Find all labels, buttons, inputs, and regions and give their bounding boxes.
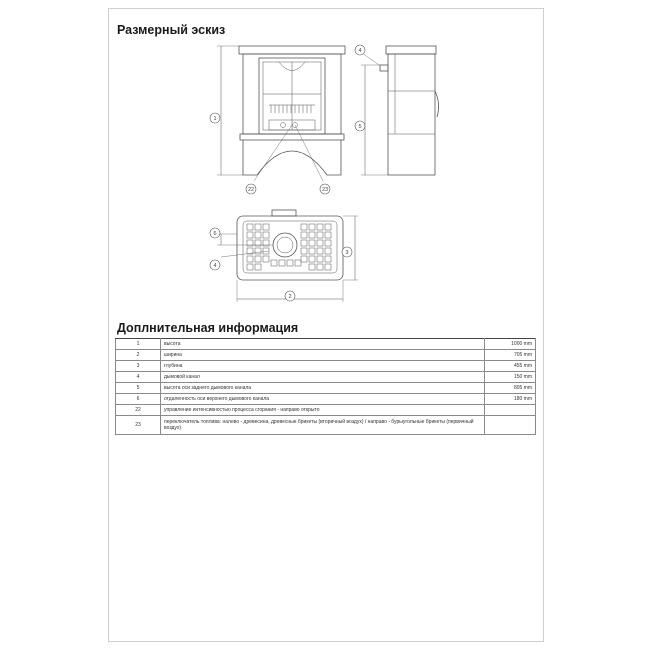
row-number: 3 [116, 361, 161, 372]
row-description: высота [161, 339, 485, 350]
row-number: 5 [116, 383, 161, 394]
row-description: высота оси заднего дымового канала [161, 383, 485, 394]
table-row [116, 372, 536, 383]
dimension-drawings [109, 9, 545, 309]
front-view [217, 46, 345, 181]
row-value: 455 mm [485, 361, 536, 372]
top-view [217, 210, 358, 302]
row-value: 705 mm [485, 350, 536, 361]
table-row [116, 339, 536, 350]
row-description: управление интенсивностью процесса сгорания - направо открыто [161, 405, 485, 416]
row-value [485, 405, 536, 416]
row-number: 1 [116, 339, 161, 350]
callout-2: 2 [288, 294, 292, 300]
table-row [116, 383, 536, 394]
row-number: 23 [116, 416, 161, 435]
row-description: ширина [161, 350, 485, 361]
row-value: 805 mm [485, 383, 536, 394]
table-row [116, 416, 536, 435]
row-number: 4 [116, 372, 161, 383]
row-description: глубина [161, 361, 485, 372]
spec-table [115, 338, 536, 435]
row-description: переключатель топлива: налево - древесина, древесные брикеты (вторичный воздух) / направо - бурыугольные брикеты (первичный воздух) [161, 416, 485, 435]
row-description: отдаленность оси верхнего дымового канала [161, 394, 485, 405]
table-row [116, 405, 536, 416]
callout-3: 3 [345, 250, 349, 256]
sketch-heading: Размерный эскиз [117, 23, 226, 37]
callout-23: 23 [321, 187, 329, 193]
table-row [116, 361, 536, 372]
callout-6: 6 [213, 231, 217, 237]
table-row [116, 394, 536, 405]
callout-5: 5 [358, 124, 362, 130]
info-heading: Доплнительная информация [117, 321, 299, 335]
callout-4-top: 4 [213, 263, 217, 269]
row-number: 22 [116, 405, 161, 416]
row-value: 180 mm [485, 394, 536, 405]
table-row [116, 350, 536, 361]
row-value: 1000 mm [485, 339, 536, 350]
side-view [361, 46, 439, 175]
row-description: дымовой канал [161, 372, 485, 383]
row-value [485, 416, 536, 435]
row-number: 2 [116, 350, 161, 361]
document-sheet [108, 8, 544, 642]
row-value: 150 mm [485, 372, 536, 383]
callout-4-side: 4 [358, 48, 362, 54]
row-number: 6 [116, 394, 161, 405]
callout-1: 1 [213, 116, 217, 122]
callout-22: 22 [247, 187, 255, 193]
